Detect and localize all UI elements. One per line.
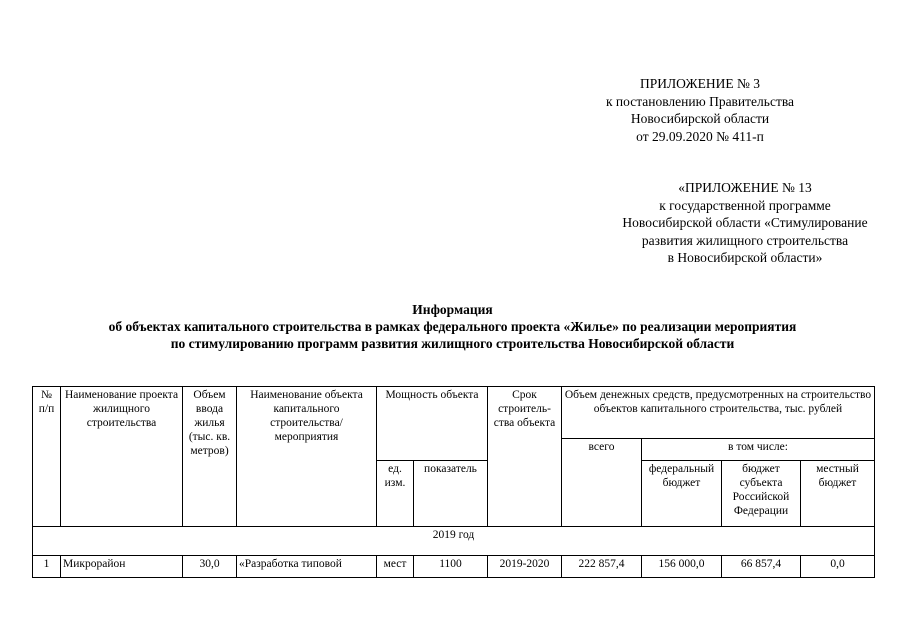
- header-row-1: [33, 387, 875, 439]
- header-project: Наименование проекта жилищного строительства: [61, 387, 183, 527]
- cell-total: 222 857,4: [562, 556, 642, 578]
- header-subject: бюджет субъекта Российской Федерации: [722, 461, 801, 527]
- annex-number: ПРИЛОЖЕНИЕ № 3: [639, 76, 761, 91]
- annex-decree-ref: к постановлению Правительства: [605, 93, 795, 109]
- cell-num: 1: [33, 556, 61, 578]
- cell-unit: мест: [377, 556, 414, 578]
- cell-indicator: 1100: [414, 556, 488, 578]
- objects-table: [32, 386, 875, 578]
- header-term: Срок строитель-ства объекта: [488, 387, 562, 527]
- header-total: всего: [562, 439, 642, 527]
- header-including: в том числе:: [642, 439, 875, 461]
- cell-term: 2019-2020: [488, 556, 562, 578]
- header-num: № п/п: [33, 387, 61, 527]
- annex-header: [600, 75, 800, 145]
- cell-federal: 156 000,0: [642, 556, 722, 578]
- program-annex-name-1: Новосибирской области «Стимулирование: [622, 215, 868, 230]
- year-label: 2019 год: [33, 527, 875, 556]
- annex-date: от 29.09.2020 № 411-п: [636, 128, 764, 144]
- year-row: [33, 527, 875, 556]
- title-heading: Информация: [412, 302, 493, 317]
- header-funds: Объем денежных средств, предусмотренных на строительство объектов капитального строительства, тыс. рублей: [562, 387, 875, 439]
- cell-volume: 30,0: [183, 556, 237, 578]
- cell-project: Микрорайон: [61, 556, 183, 578]
- table-row: [33, 556, 875, 578]
- header-federal: федеральный бюджет: [642, 461, 722, 527]
- title-subtitle-1: об объектах капитального строительства в рамках федерального проекта «Жилье» по реализации мероприятия: [108, 319, 797, 334]
- program-annex-name-3: в Новосибирской области»: [667, 250, 823, 265]
- title-subtitle-2: по стимулированию программ развития жилищного строительства Новосибирской области: [170, 336, 735, 351]
- program-annex-ref: к государственной программе: [659, 197, 831, 213]
- header-object: Наименование объекта капитального строительства/ мероприятия: [237, 387, 377, 527]
- program-annex-number: «ПРИЛОЖЕНИЕ № 13: [678, 180, 812, 195]
- header-unit: ед. изм.: [377, 461, 414, 527]
- document-title: [0, 301, 905, 352]
- annex-region: Новосибирской области: [630, 111, 770, 126]
- header-volume: Объем ввода жилья (тыс. кв. метров): [183, 387, 237, 527]
- cell-subject: 66 857,4: [722, 556, 801, 578]
- program-annex-header: [560, 179, 905, 267]
- header-local: местный бюджет: [801, 461, 875, 527]
- cell-object: «Разработка типовой: [237, 556, 377, 578]
- cell-local: 0,0: [801, 556, 875, 578]
- program-annex-name-2: развития жилищного строительства: [641, 232, 849, 248]
- header-capacity: Мощность объекта: [377, 387, 488, 461]
- header-indicator: показатель: [414, 461, 488, 527]
